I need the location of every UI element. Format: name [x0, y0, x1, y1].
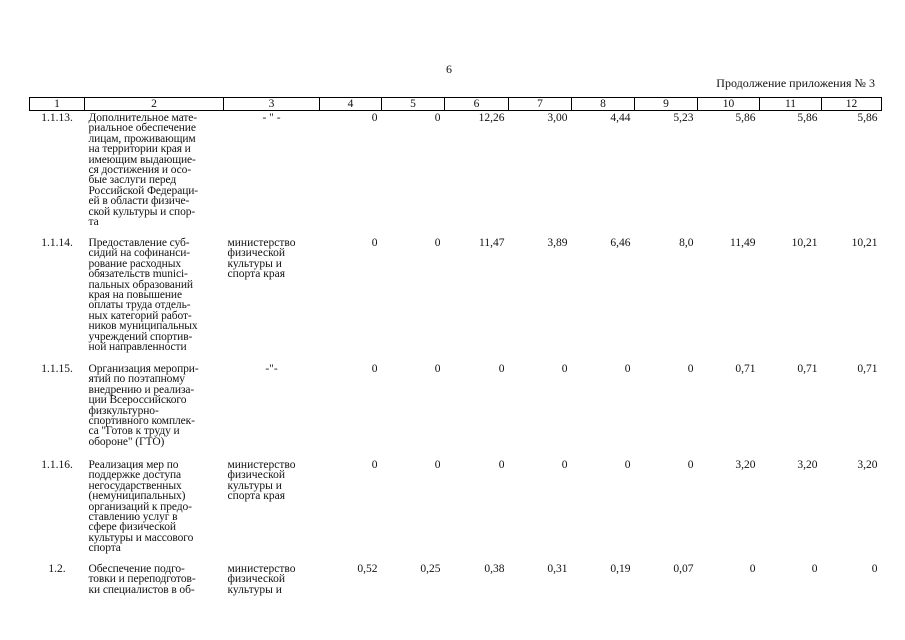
- row-name-line: товки и переподготов-: [88, 573, 196, 586]
- column-header: 11: [760, 98, 822, 111]
- value-cell: 0,31: [547, 563, 568, 575]
- value-cell: 3,00: [547, 112, 568, 124]
- column-header: 10: [698, 98, 760, 111]
- value-cell: 0: [434, 237, 441, 249]
- value-cell: 5,86: [735, 112, 756, 124]
- row-name-line: ей в области физиче-: [88, 195, 190, 208]
- row-executor-line: - " -: [262, 112, 281, 124]
- value-cell: 0,71: [797, 363, 818, 375]
- row-name: [85, 236, 224, 362]
- row-code: 1.2.: [48, 563, 66, 575]
- value-cell: 0: [371, 237, 378, 249]
- row-name-line: Реализация мер по: [88, 459, 179, 471]
- table-row: [30, 362, 882, 458]
- row-code: 1.1.14.: [41, 237, 73, 249]
- row-name-line: Российской Федераци-: [88, 184, 199, 197]
- value-cell: 0: [624, 459, 631, 471]
- value-cell: 0: [687, 459, 694, 471]
- value-cell: 0: [561, 459, 568, 471]
- value-cell: 5,23: [673, 112, 694, 124]
- row-name-line: лицам, проживающим: [88, 132, 196, 145]
- value-cell: 12,26: [478, 112, 505, 124]
- column-header: 4: [320, 98, 382, 111]
- row-executor-line: спорта края: [227, 268, 285, 281]
- row-name-line: рование расходных: [88, 257, 181, 270]
- value-cell: 0: [371, 112, 378, 124]
- value-cell: 0,07: [673, 563, 694, 575]
- row-name-line: культуры и массового: [88, 531, 194, 544]
- row-name-line: физкультурно-: [88, 404, 159, 417]
- value-cell: 11,49: [730, 237, 756, 249]
- row-name-line: та: [88, 216, 99, 229]
- value-cell: 0,71: [857, 363, 878, 375]
- value-cell: 0: [624, 363, 631, 375]
- value-cell: 3,20: [797, 459, 818, 471]
- value-cell: 0,71: [735, 363, 756, 375]
- column-header: 2: [85, 98, 224, 111]
- value-cell: 0: [871, 563, 878, 575]
- value-cell: 11,47: [479, 237, 505, 249]
- row-name: [85, 562, 224, 604]
- row-name-line: края на повышение: [88, 289, 182, 302]
- row-executor: [224, 236, 320, 362]
- row-name-line: ской культуры и спор-: [88, 205, 196, 218]
- row-name-line: на территории края и: [88, 143, 191, 156]
- row-name-line: риальное обеспечение: [88, 122, 196, 135]
- table-row: [30, 236, 882, 362]
- appendix-caption: Продолжение приложения № 3: [716, 76, 875, 90]
- row-name-line: Дополнительное мате-: [88, 112, 197, 124]
- row-executor-line: физической: [227, 247, 285, 260]
- row-name-line: Организация меропри-: [88, 363, 199, 375]
- row-name: [85, 362, 224, 458]
- row-name-line: бые заслуги перед: [88, 174, 177, 187]
- value-cell: 10,21: [851, 237, 878, 249]
- row-name: [85, 458, 224, 562]
- row-code: 1.1.13.: [41, 112, 73, 124]
- row-name-line: ных категорий работ-: [88, 309, 192, 322]
- row-name-line: са "Готов к труду и: [88, 425, 180, 438]
- row-executor-line: министерство: [227, 459, 296, 471]
- value-cell: 0,38: [484, 563, 505, 575]
- table-row: [30, 458, 882, 562]
- row-name: [85, 111, 224, 237]
- row-executor: [224, 362, 320, 458]
- value-cell: 0: [811, 563, 818, 575]
- row-executor: [224, 458, 320, 562]
- row-executor-line: культуры и: [227, 257, 282, 270]
- value-cell: 3,20: [735, 459, 756, 471]
- row-name-line: (немуниципальных): [88, 490, 186, 503]
- row-name-line: учреждений спортив-: [88, 330, 193, 343]
- row-name-line: ставлению услуг в: [88, 511, 178, 524]
- value-cell: 0: [371, 459, 378, 471]
- row-name-line: имеющим выдающие-: [88, 153, 196, 166]
- row-executor-line: культуры и: [227, 583, 282, 596]
- row-executor-line: министерство: [227, 563, 296, 575]
- table-header-row: [30, 98, 882, 111]
- row-executor-line: министерство: [227, 237, 296, 249]
- value-cell: 3,20: [857, 459, 878, 471]
- row-name-line: сидий на софинанси-: [88, 247, 190, 260]
- column-header: 7: [509, 98, 572, 111]
- row-executor: [224, 562, 320, 604]
- page-number: 6: [446, 62, 452, 76]
- value-cell: 0: [434, 363, 441, 375]
- row-code: 1.1.16.: [41, 459, 73, 471]
- value-cell: 0: [687, 363, 694, 375]
- row-code: 1.1.15.: [41, 363, 73, 375]
- row-name-line: обороне" (ГТО): [88, 435, 165, 448]
- row-name-line: обязательств munici-: [88, 268, 188, 281]
- column-header: 12: [822, 98, 882, 111]
- row-name-line: ся достижения и осо-: [88, 164, 192, 177]
- value-cell: 3,89: [547, 237, 568, 249]
- row-executor-line: культуры и: [227, 479, 282, 492]
- value-cell: 0: [749, 563, 756, 575]
- row-name-line: негосударственных: [88, 479, 182, 492]
- row-executor: [224, 111, 320, 237]
- row-name-line: ции Всероссийского: [88, 394, 187, 407]
- value-cell: 0: [371, 363, 378, 375]
- row-name-line: Обеспечение подго-: [88, 563, 185, 575]
- value-cell: 5,86: [797, 112, 818, 124]
- value-cell: 0,25: [420, 563, 441, 575]
- value-cell: 0,19: [610, 563, 631, 575]
- row-name-line: внедрению и реализа-: [88, 383, 195, 396]
- row-name-line: пальных образований: [88, 278, 193, 291]
- value-cell: 8,0: [679, 237, 694, 249]
- data-table: [29, 97, 882, 604]
- value-cell: 0: [434, 459, 441, 471]
- column-header: 8: [572, 98, 635, 111]
- value-cell: 5,86: [857, 112, 878, 124]
- value-cell: 0: [561, 363, 568, 375]
- row-executor-line: спорта края: [227, 490, 285, 503]
- row-name-line: поддержке доступа: [88, 469, 182, 482]
- row-executor-line: физической: [227, 469, 285, 482]
- value-cell: 4,44: [610, 112, 631, 124]
- row-name-line: ятий по поэтапному: [88, 373, 185, 386]
- row-name-line: спорта: [88, 542, 121, 555]
- row-name-line: Предоставление суб-: [88, 237, 190, 249]
- row-name-line: ной направленности: [88, 341, 187, 354]
- column-header: 5: [382, 98, 445, 111]
- column-header: 1: [30, 98, 85, 111]
- value-cell: 0: [498, 363, 505, 375]
- row-executor-line: физической: [227, 573, 285, 586]
- value-cell: 6,46: [610, 237, 631, 249]
- value-cell: 0: [434, 112, 441, 124]
- row-name-line: спортивного комплек-: [88, 415, 195, 428]
- column-header: 6: [445, 98, 509, 111]
- row-name-line: ников муниципальных: [88, 320, 198, 333]
- row-name-line: сфере физической: [88, 521, 176, 534]
- row-name-line: ки специалистов в об-: [88, 583, 195, 596]
- column-header: 3: [224, 98, 320, 111]
- value-cell: 0,52: [357, 563, 378, 575]
- value-cell: 0: [498, 459, 505, 471]
- table-row: [30, 562, 882, 604]
- value-cell: 10,21: [791, 237, 818, 249]
- row-name-line: оплаты труда отдель-: [88, 299, 191, 312]
- row-name-line: организаций к предо-: [88, 500, 192, 513]
- column-header: 9: [635, 98, 698, 111]
- table-row: [30, 111, 882, 237]
- row-executor-line: -"-: [265, 363, 278, 375]
